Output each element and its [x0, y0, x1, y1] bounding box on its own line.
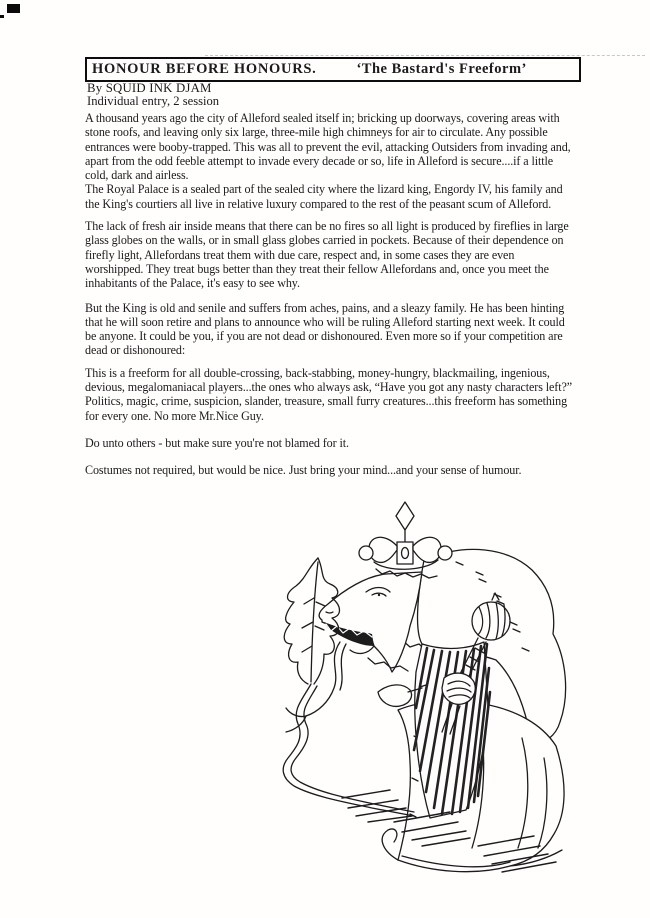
entry-info: Individual entry, 2 session [87, 94, 220, 108]
lizard-king-illustration [226, 496, 571, 886]
scan-dotted-line [205, 55, 645, 56]
paragraph-6: Do unto others - but make sure you're not blamed for it. [85, 435, 349, 450]
title-box [85, 57, 581, 82]
page-title: HONOUR BEFORE HONOURS. [92, 61, 317, 77]
scan-artifact-dash [0, 15, 4, 18]
paragraph-4: But the King is old and senile and suffers from aches, pains, and a sleazy family. He has been hinting that he will soon retire and plans to announce who will be ruling Alleford starting next week. It could be anyone. It could be you, if you are not dead or dishonoured. Even more so if your competition are dead or dishonoured: [85, 300, 565, 358]
page-subtitle: ‘The Bastard's Freeform’ [356, 61, 527, 77]
paragraph-2: The Royal Palace is a sealed part of the sealed city where the lizard king, Engordy IV, his family and the King's courtiers all live in relative luxury compared to the rest of the peasant scum of Alleford. [85, 182, 563, 211]
byline: By SQUID INK DJAM [87, 81, 212, 95]
paragraph-5: This is a freeform for all double-crossing, back-stabbing, money-hungry, blackmailing, ingenious, devious, megalomaniacal players...the ones who always ask, “Have you got any nasty characters left?” Politics, magic, crime, suspicion, slander, treasure, small furry creatures...this freeform has something for every one. No more Mr.Nice Guy. [85, 365, 573, 423]
body-text [85, 111, 573, 478]
scan-artifact-mark [7, 4, 20, 13]
paragraph-1: A thousand years ago the city of Alleford sealed itself in; bricking up doorways, covering areas with stone roofs, and leaving only six large, three-mile high chimneys for air to circulate. Any possible entrances were booby-trapped. This was all to prevent the evil, attacking Outsiders from invading and, apart from the odd feeble attempt to invade every decade or so, life in Alleford is secure....if a little cold, dark and airless. [85, 111, 571, 183]
paragraph-3: The lack of fresh air inside means that there can be no fires so all light is produced by fireflies in large glass globes on the walls, or in small glass globes carried in pockets. Because of their dependence on firefly light, Allefordans treat them with due care, respect and, in some cases they are even worshipped. They treat bugs better than they treat their fellow Allefordans and, once you meet the inhabitants of the Palace, it's easy to see why. [85, 219, 569, 291]
paragraph-7: Costumes not required, but would be nice. Just bring your mind...and your sense of humour. [85, 463, 522, 478]
